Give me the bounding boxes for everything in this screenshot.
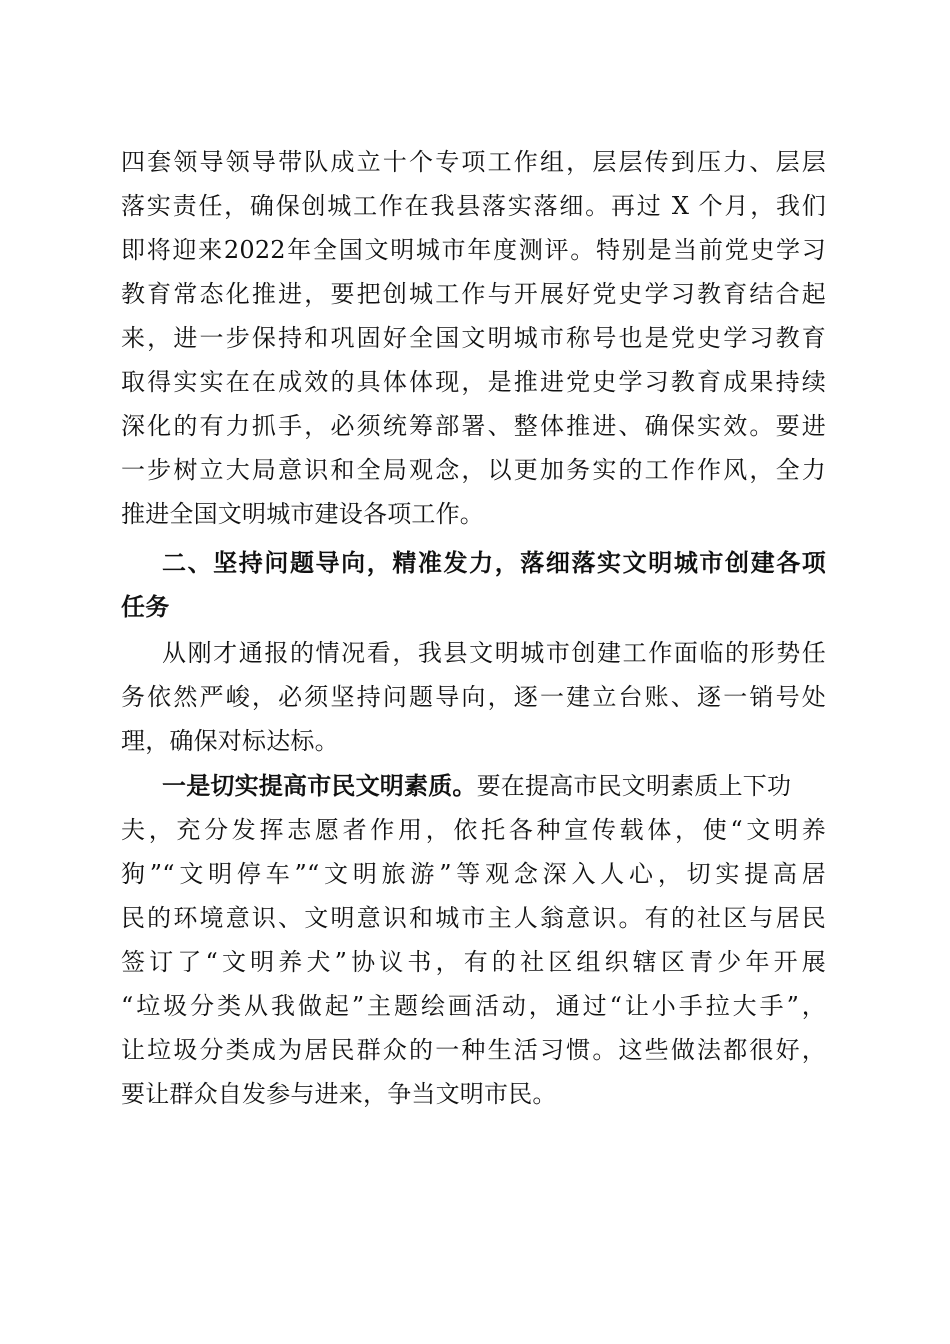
paragraph-line: 要让群众自发参与进来，争当文明市民。 xyxy=(121,1080,557,1108)
paragraph-line: 狗”“文明停车”“文明旅游”等观念深入人心，切实提高居 xyxy=(121,860,826,888)
paragraph-first-line-rest: 要在提高市民文明素质上下功 xyxy=(476,772,792,800)
paragraph-line: 教育常态化推进，要把创城工作与开展好党史学习教育结合起 xyxy=(121,280,826,308)
paragraph-line: 务依然严峻，必须坚持问题导向，逐一建立台账、逐一销号处 xyxy=(121,683,826,711)
heading-line: 二、坚持问题导向，精准发力，落细落实文明城市创建各项 xyxy=(162,549,826,577)
paragraph-line: “垃圾分类从我做起”主题绘画活动，通过“让小手拉大手”， xyxy=(121,992,826,1020)
paragraph-line: 民的环境意识、文明意识和城市主人翁意识。有的社区与居民 xyxy=(121,904,826,932)
paragraph-line: 签订了“文明养犬”协议书，有的社区组织辖区青少年开展 xyxy=(121,948,826,976)
paragraph-line: 理，确保对标达标。 xyxy=(121,727,339,755)
paragraph-lead: 一是切实提高市民文明素质。 xyxy=(162,772,477,800)
paragraph-line: 四套领导领导带队成立十个专项工作组，层层传到压力、层层 xyxy=(121,148,826,176)
paragraph-line: 一步树立大局意识和全局观念，以更加务实的工作作风，全力 xyxy=(121,456,826,484)
paragraph-line: 推进全国文明城市建设各项工作。 xyxy=(121,500,484,528)
heading-line: 任务 xyxy=(121,593,170,621)
paragraph-line: 来，进一步保持和巩固好全国文明城市称号也是党史学习教育 xyxy=(121,324,826,352)
paragraph-line: 从刚才通报的情况看，我县文明城市创建工作面临的形势任 xyxy=(162,639,826,667)
paragraph-first-line xyxy=(162,764,826,808)
paragraph-line: 取得实实在在成效的具体体现，是推进党史学习教育成果持续 xyxy=(121,368,826,396)
paragraph-line: 夫，充分发挥志愿者作用，依托各种宣传载体，使“文明养 xyxy=(121,816,826,844)
paragraph-line: 深化的有力抓手，必须统筹部署、整体推进、确保实效。要进 xyxy=(121,412,826,440)
paragraph-line: 落实责任，确保创城工作在我县落实落细。再过 X 个月，我们 xyxy=(121,192,826,220)
paragraph-line: 让垃圾分类成为居民群众的一种生活习惯。这些做法都很好， xyxy=(121,1036,826,1064)
paragraph-line: 即将迎来2022年全国文明城市年度测评。特别是当前党史学习 xyxy=(121,236,826,264)
